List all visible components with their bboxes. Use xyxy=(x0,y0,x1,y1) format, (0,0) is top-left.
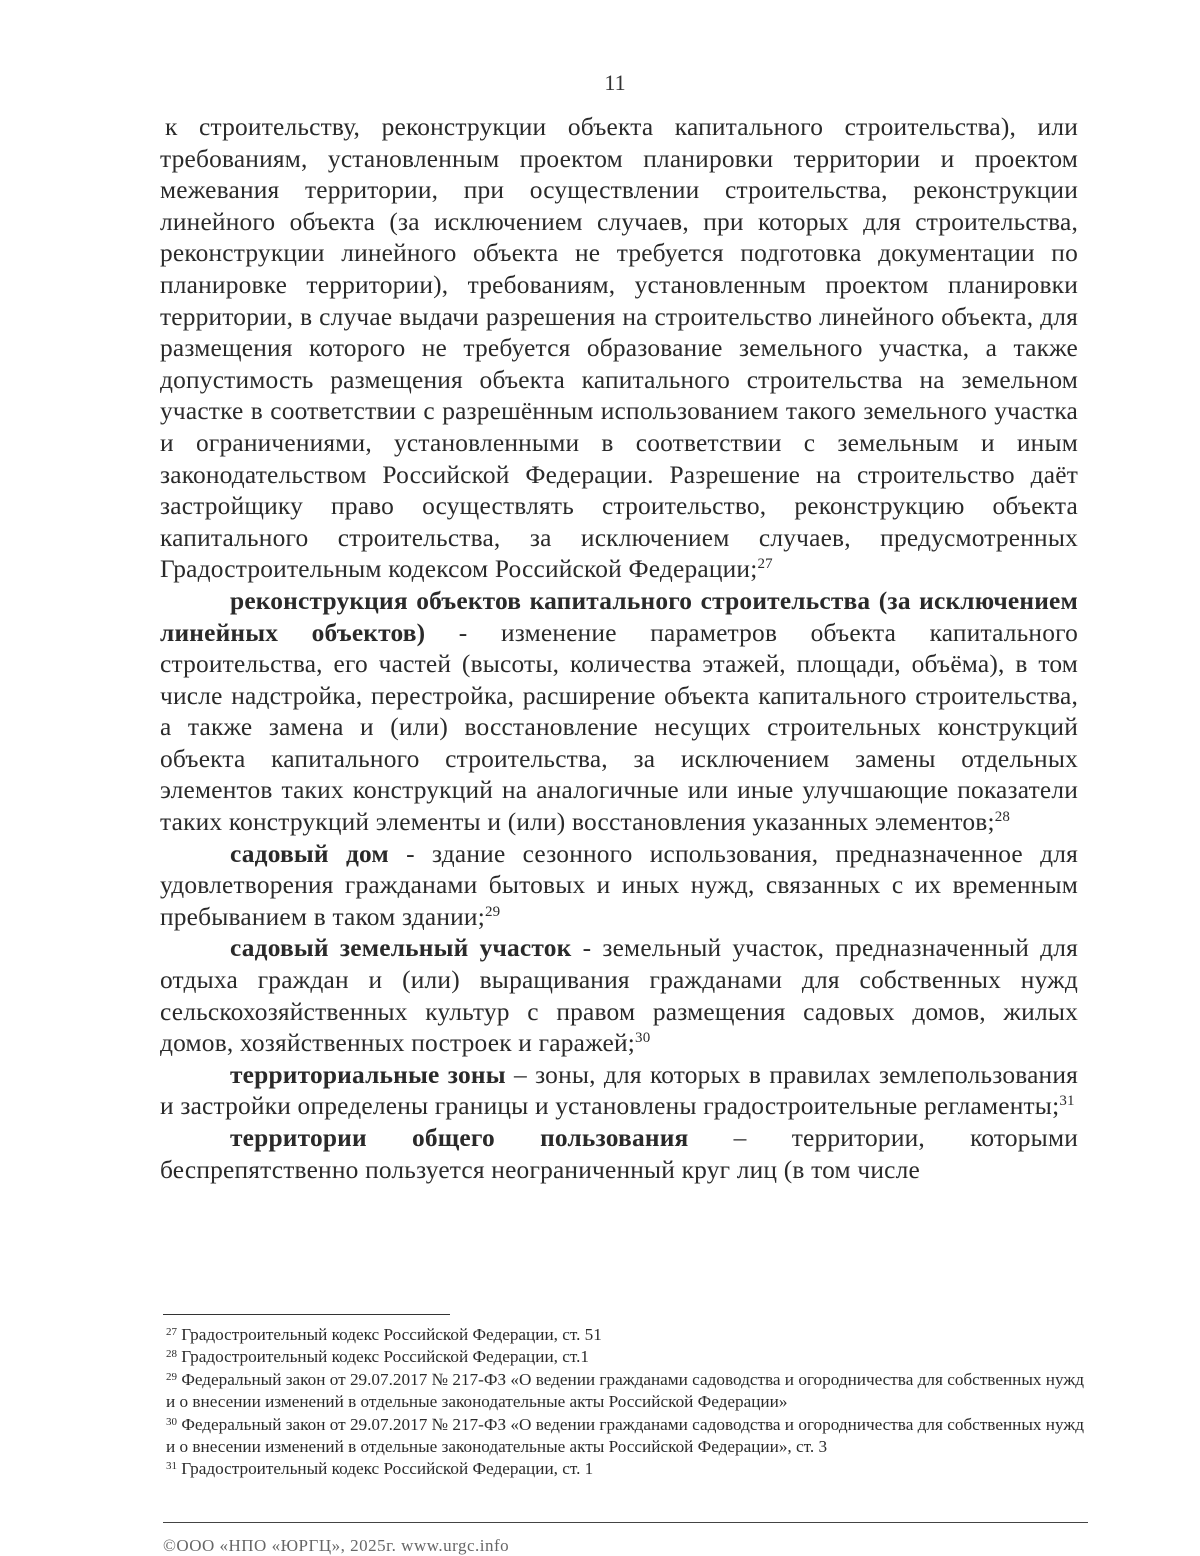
definition-text: – зоны, для которых в правилах землепользования и застройки определены границы и установлены градостроительные регламенты; xyxy=(160,1060,1079,1121)
footnote-text: Градостроительный кодекс Российской Федерации, ст. 1 xyxy=(177,1459,594,1479)
footnote-text: Федеральный закон от 29.07.2017 № 217-ФЗ «О ведении гражданами садоводства и огородничества для собственных нужд и о внесении изменений в отдельные законодательные акты Российской Федерации», ст. 3 xyxy=(166,1414,1084,1457)
defined-term: территории общего пользования xyxy=(230,1124,689,1152)
footnote-number: 28 xyxy=(166,1348,177,1361)
footnote-text: Градостроительный кодекс Российской Федерации, ст. 51 xyxy=(177,1325,602,1344)
paragraph-text: к строительству, реконструкции объекта капитального строительства), или требованиям, установленным проектом планировки территории и проектом межевания территории, при осуществлении строительства, реконструкции линейного объекта (за исключением случаев, при которых для строительства, реконструкции линейного объекта не требуется подготовка документации по планировке территории), требованиям, установленным проектом планировки территории, в случае выдачи разрешения на строительство линейного объекта, для размещения которого не требуется образование земельного участка, а также допустимость размещения объекта капитального строительства на земельном участке в соответствии с разрешённым использованием такого земельного участка и ограничениями, установленными в соответствии с земельным и иным законодательством Российской Федерации. Разрешение на строительство даёт застройщику право осуществлять строительство, реконструкцию объекта капитального строительства, за исключением случаев, предусмотренных Градостроительным кодексом Российской Федерации; xyxy=(160,113,1078,584)
footnote-ref: 28 xyxy=(994,809,1011,826)
footnote-ref: 31 xyxy=(1059,1093,1075,1110)
definition-text: - земельный участок, предназначенный для отдыха граждан и (или) выращивания гражданами для собственных нужд сельскохозяйственных культур с правом размещения садовых домов, жилых домов, хозяйственных построек и гаражей; xyxy=(160,934,1078,1058)
footnote-separator xyxy=(163,1314,450,1315)
definition-text: - здание сезонного использования, предназначенное для удовлетворения гражданами бытовых и иных нужд, связанных с их временным пребыванием в таком здании; xyxy=(160,839,1078,931)
footnotes xyxy=(166,1324,1084,1481)
footnote xyxy=(166,1369,1084,1414)
definition-text: – территории, которыми беспрепятственно пользуется неограниченный круг лиц (в том числе xyxy=(160,1124,1078,1184)
footnote xyxy=(166,1414,1084,1459)
footnote-number: 31 xyxy=(166,1460,177,1473)
footnote-text: Федеральный закон от 29.07.2017 № 217-ФЗ «О ведении гражданами садоводства и огородничества для собственных нужд и о внесении изменений в отдельные законодательные акты Российской Федерации» xyxy=(166,1369,1084,1412)
definition-paragraph xyxy=(160,586,1078,839)
defined-term: садовый земельный участок xyxy=(230,934,572,963)
paragraph xyxy=(160,112,1078,586)
defined-term: садовый дом xyxy=(230,839,389,868)
footer-copyright: ©ООО «НПО «ЮРГЦ», 2025г. www.urgc.info xyxy=(163,1536,510,1555)
footnote xyxy=(166,1458,1084,1480)
definition-paragraph xyxy=(160,839,1078,934)
definition-paragraph xyxy=(160,933,1078,1059)
document-body xyxy=(160,112,1078,1186)
definition-text: - изменение параметров объекта капитального строительства, его частей (высоты, количества этажей, площади, объёма), в том числе надстройка, перестройка, расширение объекта капитального строительства, а также замена и (или) восстановление несущих строительных конструкций объекта капитального строительства, за исключением замены отдельных элементов таких конструкций на аналогичные или иные улучшающие показатели таких конструкций элементы и (или) восстановления указанных элементов; xyxy=(160,618,1078,837)
definition-paragraph xyxy=(160,1123,1078,1186)
footer-separator xyxy=(163,1522,1088,1523)
defined-term: территориальные зоны xyxy=(230,1060,506,1089)
defined-term: реконструкция объектов капитального строительства (за исключением линейных объектов) xyxy=(160,586,1078,647)
footnote xyxy=(166,1324,1084,1346)
page-number: 11 xyxy=(604,70,626,95)
footnote-number: 30 xyxy=(166,1415,177,1428)
footnote xyxy=(166,1346,1084,1368)
footnote-ref: 27 xyxy=(757,556,773,573)
footnote-number: 29 xyxy=(166,1370,177,1383)
footnote-ref: 30 xyxy=(635,1030,651,1047)
footnote-text: Градостроительный кодекс Российской Федерации, ст.1 xyxy=(177,1347,589,1367)
footnote-number: 27 xyxy=(166,1326,177,1338)
footnote-ref: 29 xyxy=(484,903,501,920)
definition-paragraph xyxy=(160,1060,1078,1123)
